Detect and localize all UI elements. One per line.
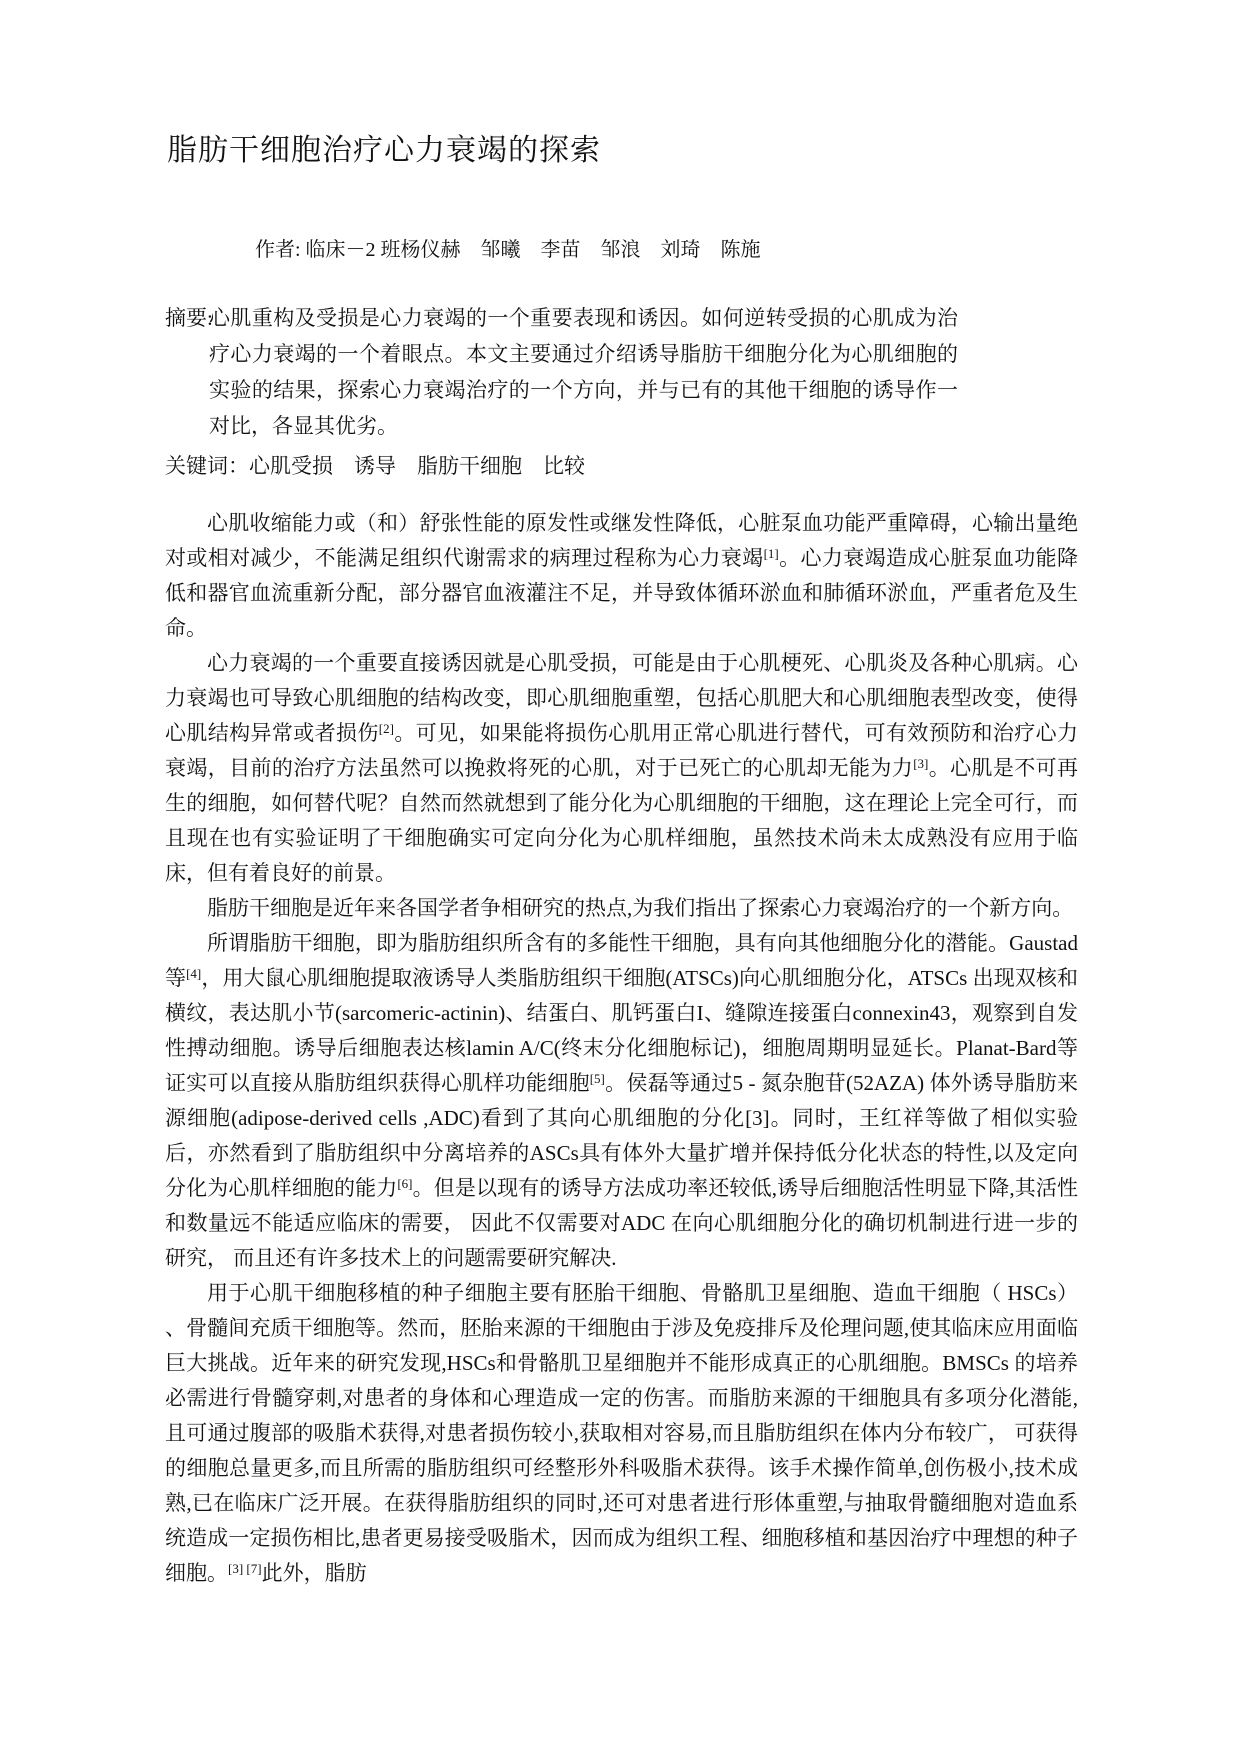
superscript-ref: [4] [186, 966, 202, 981]
body-paragraphs [165, 506, 1078, 1591]
page-title: 脂肪干细胞治疗心力衰竭的探索 [167, 134, 601, 167]
superscript-ref: [1] [763, 546, 779, 561]
paragraph: 所谓脂肪干细胞，即为脂肪组织所含有的多能性干细胞，具有向其他细胞分化的潜能。Gaustad等[4]，用大鼠心肌细胞提取液诱导人类脂肪组织干细胞(ATSCs)向心肌细胞分化，ATSCs 出现双核和横纹，表达肌小节(sarcomeric-actinin)、结蛋白、肌钙蛋白I、缝隙连接蛋白connexin43，观察到自发性搏动细胞。诱导后细胞表达核lamin A/C(终末分化细胞标记)，细胞周期明显延长。Planat-Bard等证实可以直接从脂肪组织获得心肌样功能细胞[5]。侯磊等通过5 - 氮杂胞苷(52AZA) 体外诱导脂肪来源细胞(adipose-derived cells ,ADC)看到了其向心肌细胞的分化[3]。同时，王红祥等做了相似实验后，亦然看到了脂肪组织中分离培养的ASCs具有体外大量扩增并保持低分化状态的特性,以及定向分化为心肌样细胞的能力[6]。但是以现有的诱导方法成功率还较低,诱导后细胞活性明显下降,其活性和数量远不能适应临床的需要， 因此不仅需要对ADC 在向心肌细胞分化的确切机制进行进一步的研究， 而且还有许多技术上的问题需要研究解决. [165, 931, 1079, 1270]
keywords-line: 关键词：心肌受损 诱导 脂肪干细胞 比较 [165, 454, 585, 478]
author-line: 作者: 临床－2 班杨仪赫 邹曦 李苗 邹浪 刘琦 陈施 [255, 239, 761, 261]
abstract-text: 心肌重构及受损是心力衰竭的一个重要表现和诱因。如何逆转受损的心肌成为治疗心力衰竭的一个着眼点。本文主要通过介绍诱导脂肪干细胞分化为心肌细胞的实验的结果，探索心力衰竭治疗的一个方向，并与已有的其他干细胞的诱导作一对比，各显其优劣。 [209, 306, 958, 438]
abstract-block [165, 300, 958, 444]
superscript-ref: [2] [378, 721, 394, 736]
superscript-ref: [6] [397, 1176, 413, 1191]
paragraph: 心力衰竭的一个重要直接诱因就是心肌受损，可能是由于心肌梗死、心肌炎及各种心肌病。心力衰竭也可导致心肌细胞的结构改变，即心肌细胞重塑，包括心肌肥大和心肌细胞表型改变，使得心肌结构异常或者损伤[2]。可见，如果能将损伤心肌用正常心肌进行替代，可有效预防和治疗心力衰竭，目前的治疗方法虽然可以挽救将死的心肌，对于已死亡的心肌却无能为力[3]。心肌是不可再生的细胞，如何替代呢？自然而然就想到了能分化为心肌细胞的干细胞，这在理论上完全可行，而且现在也有实验证明了干细胞确实可定向分化为心肌样细胞，虽然技术尚未太成熟没有应用于临床，但有着良好的前景。 [165, 651, 1079, 885]
superscript-ref: [5] [589, 1071, 605, 1086]
superscript-ref: [3] [7] [228, 1561, 262, 1576]
superscript-ref: [3] [913, 756, 929, 771]
paragraph: 心肌收缩能力或（和）舒张性能的原发性或继发性降低，心脏泵血功能严重障碍，心输出量绝对或相对减少，不能满足组织代谢需求的病理过程称为心力衰竭[1]。心力衰竭造成心脏泵血功能降低和器官血流重新分配，部分器官血液灌注不足，并导致体循环淤血和肺循环淤血，严重者危及生命。 [165, 511, 1079, 640]
paragraph: 用于心肌干细胞移植的种子细胞主要有胚胎干细胞、骨骼肌卫星细胞、造血干细胞（ HSCs） 、骨髓间充质干细胞等。然而，胚胎来源的干细胞由于涉及免疫排斥及伦理问题,使其临床应用面临巨大挑战。近年来的研究发现,HSCs和骨骼肌卫星细胞并不能形成真正的心肌细胞。BMSCs 的培养必需进行骨髓穿刺,对患者的身体和心理造成一定的伤害。而脂肪来源的干细胞具有多项分化潜能,且可通过腹部的吸脂术获得,对患者损伤较小,获取相对容易,而且脂肪组织在体内分布较广， 可获得的细胞总量更多,而且所需的脂肪组织可经整形外科吸脂术获得。该手术操作简单,创伤极小,技术成熟,已在临床广泛开展。在获得脂肪组织的同时,还可对患者进行形体重塑,与抽取骨髓细胞对造血系统造成一定损伤相比,患者更易接受吸脂术，因而成为组织工程、细胞移植和基因治疗中理想的种子细胞。[3] [7]此外，脂肪 [165, 1281, 1078, 1585]
paragraph: 脂肪干细胞是近年来各国学者争相研究的热点,为我们指出了探索心力衰竭治疗的一个新方向。 [207, 896, 1074, 920]
abstract-label: 摘要: [165, 306, 213, 330]
